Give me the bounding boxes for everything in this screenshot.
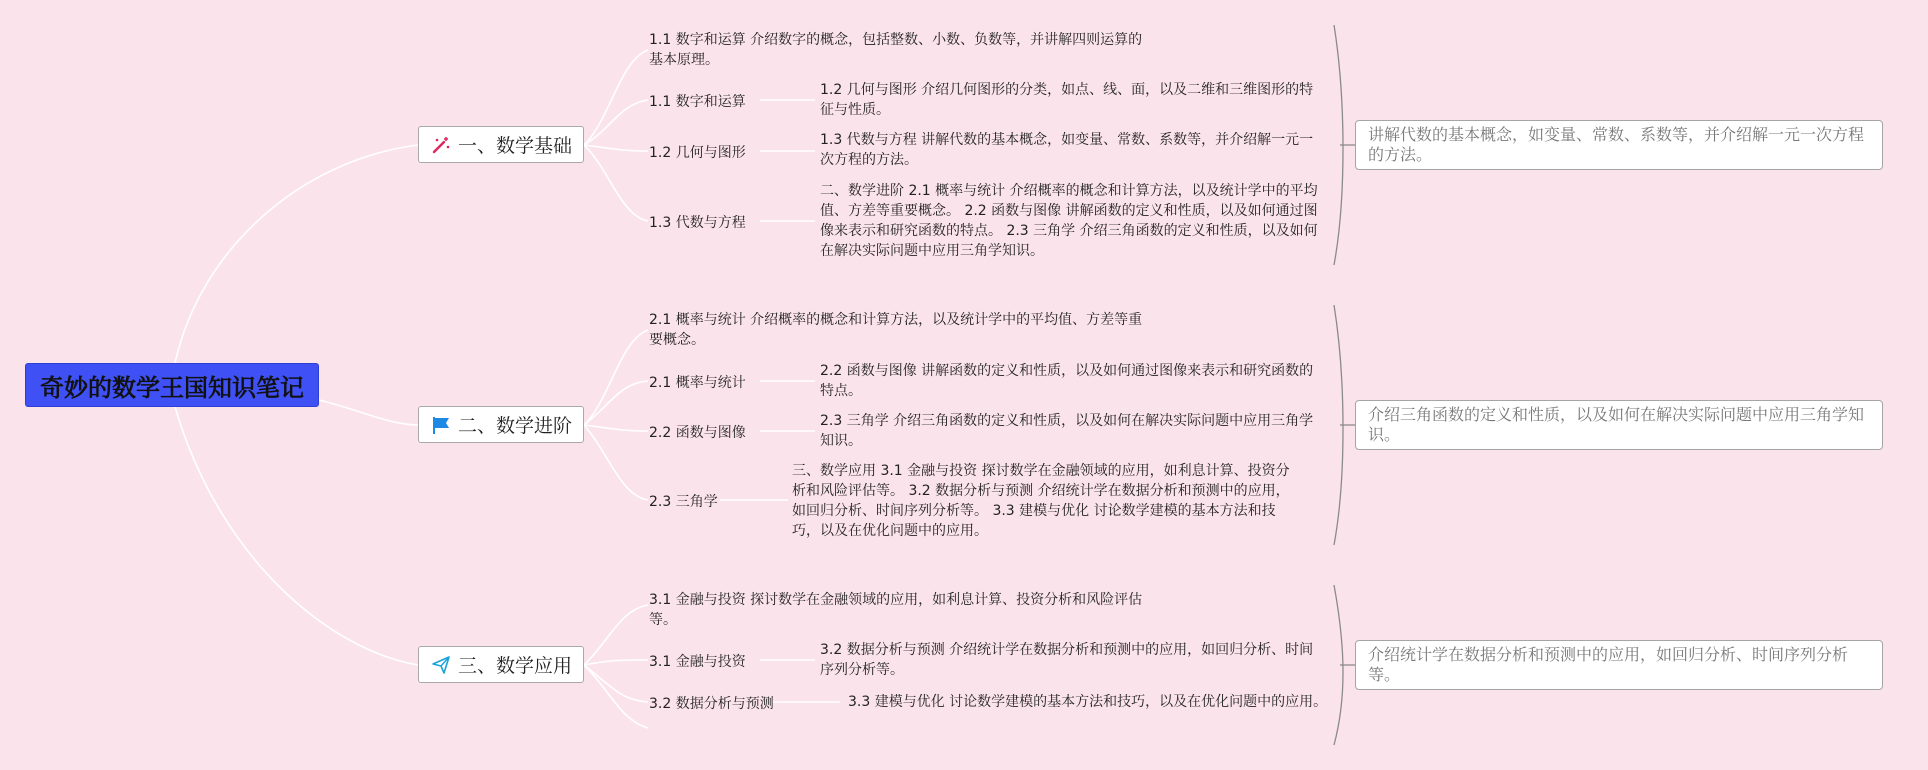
topic-node[interactable]: 3.1 金融与投资	[649, 654, 746, 670]
root-title: 奇妙的数学王国知识笔记	[40, 373, 304, 402]
section-intro: 1.1 数字和运算 介绍数字的概念，包括整数、小数、负数等，并讲解四则运算的基本原理。	[649, 32, 1143, 68]
summary-box[interactable]	[1355, 400, 1883, 450]
topic-detail: 2.2 函数与图像 讲解函数的定义和性质，以及如何通过图像来表示和研究函数的特点。	[820, 363, 1314, 399]
section-intro: 2.1 概率与统计 介绍概率的概念和计算方法，以及统计学中的平均值、方差等重要概念。	[649, 312, 1143, 348]
summary-text: 介绍统计学在数据分析和预测中的应用，如回归分析、时间序列分析等。	[1368, 645, 1849, 684]
topic-detail: 1.3 代数与方程 讲解代数的基本概念，如变量、常数、系数等，并介绍解一元一次方程的方法。	[820, 132, 1314, 168]
topic-node[interactable]: 2.3 三角学	[649, 494, 718, 510]
flag-icon	[430, 414, 452, 436]
topic-node[interactable]: 2.2 函数与图像	[649, 425, 746, 441]
section-label: 二、数学进阶	[457, 415, 572, 437]
summary-box[interactable]	[1355, 120, 1883, 170]
topic-detail: 1.2 几何与图形 介绍几何图形的分类，如点、线、面，以及二维和三维图形的特征与性质。	[820, 82, 1314, 118]
topic-detail: 3.2 数据分析与预测 介绍统计学在数据分析和预测中的应用，如回归分析、时间序列分析等。	[820, 642, 1314, 678]
paper-plane-icon	[430, 654, 452, 676]
summary-text: 介绍三角函数的定义和性质，以及如何在解决实际问题中应用三角学知识。	[1368, 405, 1865, 444]
section-node-basics[interactable]	[418, 126, 584, 163]
section-node-advanced[interactable]	[418, 406, 584, 443]
topic-node[interactable]: 2.1 概率与统计	[649, 375, 746, 391]
topic-detail: 2.3 三角学 介绍三角函数的定义和性质，以及如何在解决实际问题中应用三角学知识。	[820, 413, 1314, 449]
section-node-applications[interactable]	[418, 646, 584, 683]
topic-detail: 三、数学应用 3.1 金融与投资 探讨数学在金融领域的应用，如利息计算、投资分析和风险评估等。 3.2 数据分析与预测 介绍统计学在数据分析和预测中的应用，如回归分析、时间序列分析等。 3.3 建模与优化 讨论数学建模的基本方法和技巧，以及在优化问题中的应用。	[792, 463, 1290, 539]
topic-node[interactable]: 1.3 代数与方程	[649, 215, 746, 231]
summary-text: 讲解代数的基本概念，如变量、常数、系数等，并介绍解一元一次方程的方法。	[1368, 125, 1865, 164]
topic-detail: 二、数学进阶 2.1 概率与统计 介绍概率的概念和计算方法，以及统计学中的平均值、方差等重要概念。 2.2 函数与图像 讲解函数的定义和性质，以及如何通过图像来表示和研究函数的特点。 2.3 三角学 介绍三角函数的定义和性质，以及如何在解决实际问题中应用三角学知识。	[820, 183, 1318, 259]
topic-detail: 3.3 建模与优化 讨论数学建模的基本方法和技巧，以及在优化问题中的应用。	[848, 694, 1328, 710]
topic-node[interactable]: 1.1 数字和运算	[649, 94, 746, 110]
topic-node[interactable]: 1.2 几何与图形	[649, 145, 746, 161]
section-label: 三、数学应用	[457, 655, 572, 677]
topic-node[interactable]: 3.2 数据分析与预测	[649, 696, 774, 712]
summary-box[interactable]	[1355, 640, 1883, 690]
section-label: 一、数学基础	[457, 135, 572, 157]
root-node[interactable]	[25, 363, 319, 407]
section-intro: 3.1 金融与投资 探讨数学在金融领域的应用，如利息计算、投资分析和风险评估等。	[649, 592, 1143, 628]
magic-wand-icon	[430, 134, 452, 156]
